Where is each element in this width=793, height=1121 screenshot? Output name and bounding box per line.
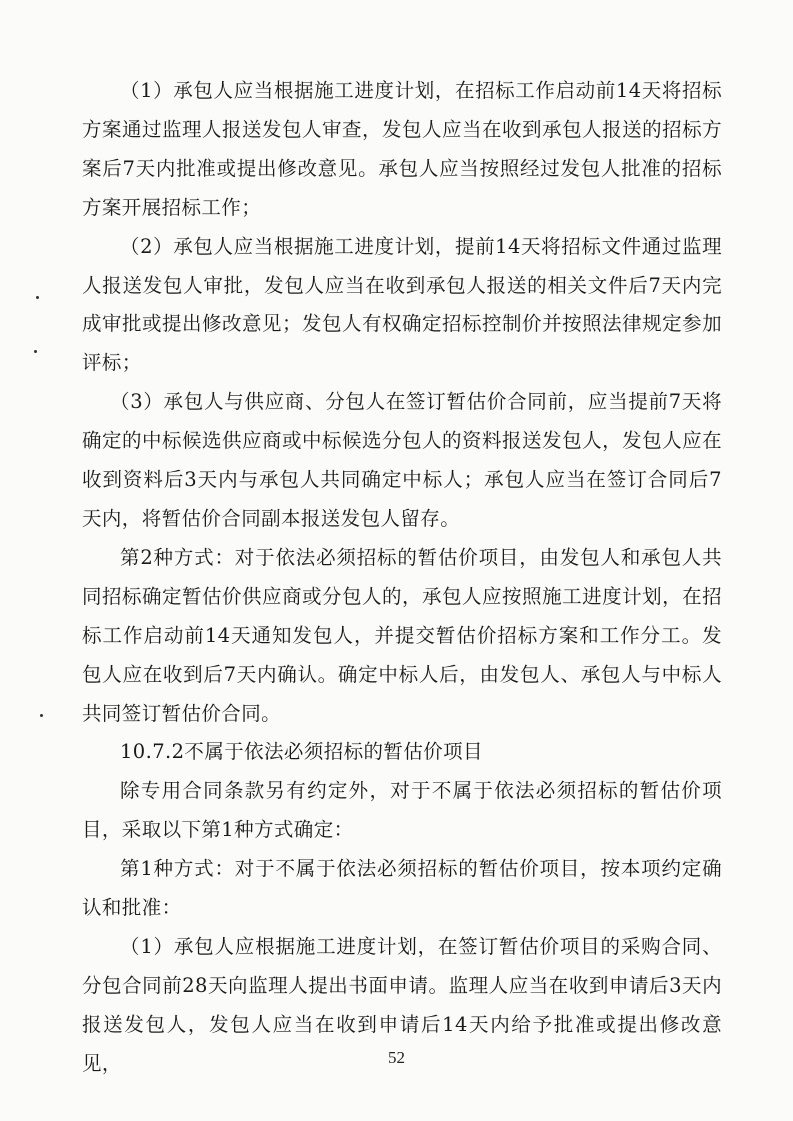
scan-speck: [34, 350, 37, 353]
section-heading: 10.7.2不属于依法必须招标的暂估价项目: [120, 740, 483, 764]
scan-speck: [40, 714, 43, 717]
paragraph-4: 第2种方式：对于依法必须招标的暂估价项目，由发包人和承包人共同招标确定暂估价供应商或分包人的，承包人应按照施工进度计划，在招标工作启动前14天通知发包人，并提交暂估价招标方案和工作分工。发包人应在收到后7天内确认。确定中标人后，由发包人、承包人与中标人共同签订暂估价合同。: [82, 545, 722, 725]
page-number: 52: [388, 1048, 405, 1067]
paragraph-1: （1）承包人应当根据施工进度计划，在招标工作启动前14天将招标方案通过监理人报送发包人审查，发包人应当在收到承包人报送的招标方案后7天内批准或提出修改意见。承包人应当按照经过发包人批准的招标方案开展招标工作；: [82, 79, 722, 219]
paragraph-2: （2）承包人应当根据施工进度计划，提前14天将招标文件通过监理人报送发包人审批，发包人应当在收到承包人报送的相关文件后7天内完成审批或提出修改意见；发包人有权确定招标控制价并按照法律规定参加评标；: [82, 234, 722, 375]
scan-speck: [36, 296, 39, 299]
paragraph-6: 第1种方式：对于不属于依法必须招标的暂估价项目，按本项约定确认和批准：: [82, 857, 722, 920]
document-body: [82, 72, 722, 1084]
paragraph-7: （1）承包人应根据施工进度计划，在签订暂估价项目的采购合同、分包合同前28天向监理人提出书面申请。监理人应当在收到申请后3天内报送发包人，发包人应当在收到申请后14天内给予批准或提出修改意见，: [82, 934, 722, 1075]
paragraph-3: （3）承包人与供应商、分包人在签订暂估价合同前，应当提前7天将确定的中标候选供应商或中标候选分包人的资料报送发包人，发包人应在收到资料后3天内与承包人共同确定中标人；承包人应当在签订合同后7天内，将暂估价合同副本报送发包人留存。: [82, 390, 722, 530]
paragraph-5: 除专用合同条款另有约定外，对于不属于依法必须招标的暂估价项目，采取以下第1种方式确定：: [82, 779, 722, 842]
